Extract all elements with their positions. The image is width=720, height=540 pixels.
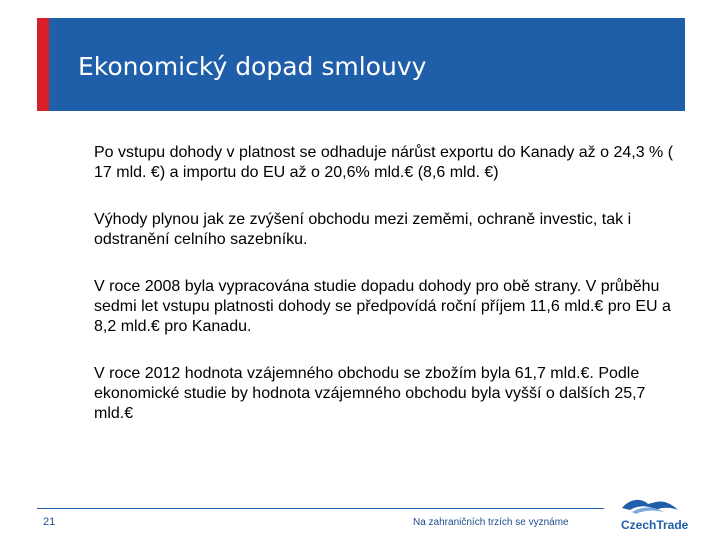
paragraph-export-estimate: Po vstupu dohody v platnost se odhaduje nárůst exportu do Kanady až o 24,3 % ( 17 mld. €) a importu do EU až o 20,6% mld.€ (8,6 mld. €) <box>94 144 674 181</box>
page-number: 21 <box>43 516 56 528</box>
footer-divider <box>37 508 604 509</box>
header-accent-stripe <box>37 18 49 111</box>
paragraph-impact-study: V roce 2008 byla vypracována studie dopadu dohody pro obě strany. V průběhu sedmi let vstupu platnosti dohody se předpovídá roční příjem 11,6 mld.€ pro EU a 8,2 mld.€ pro Kanadu. <box>94 278 671 335</box>
slide-title: Ekonomický dopad smlouvy <box>78 52 427 81</box>
footer-tagline: Na zahraničních trzích se vyznáme <box>413 517 569 528</box>
logo-text: CzechTrade <box>621 518 689 532</box>
slide-content <box>94 143 674 451</box>
paragraph-trade-value: V roce 2012 hodnota vzájemného obchodu se zbožím byla 61,7 mld.€. Podle ekonomické studie by hodnota vzájemného obchodu byla vyšší o dalších 25,7 mld.€ <box>94 365 646 422</box>
paragraph-benefits: Výhody plynou jak ze zvýšení obchodu mezi zeměmi, ochraně investic, tak i odstranění celního sazebníku. <box>94 211 632 248</box>
